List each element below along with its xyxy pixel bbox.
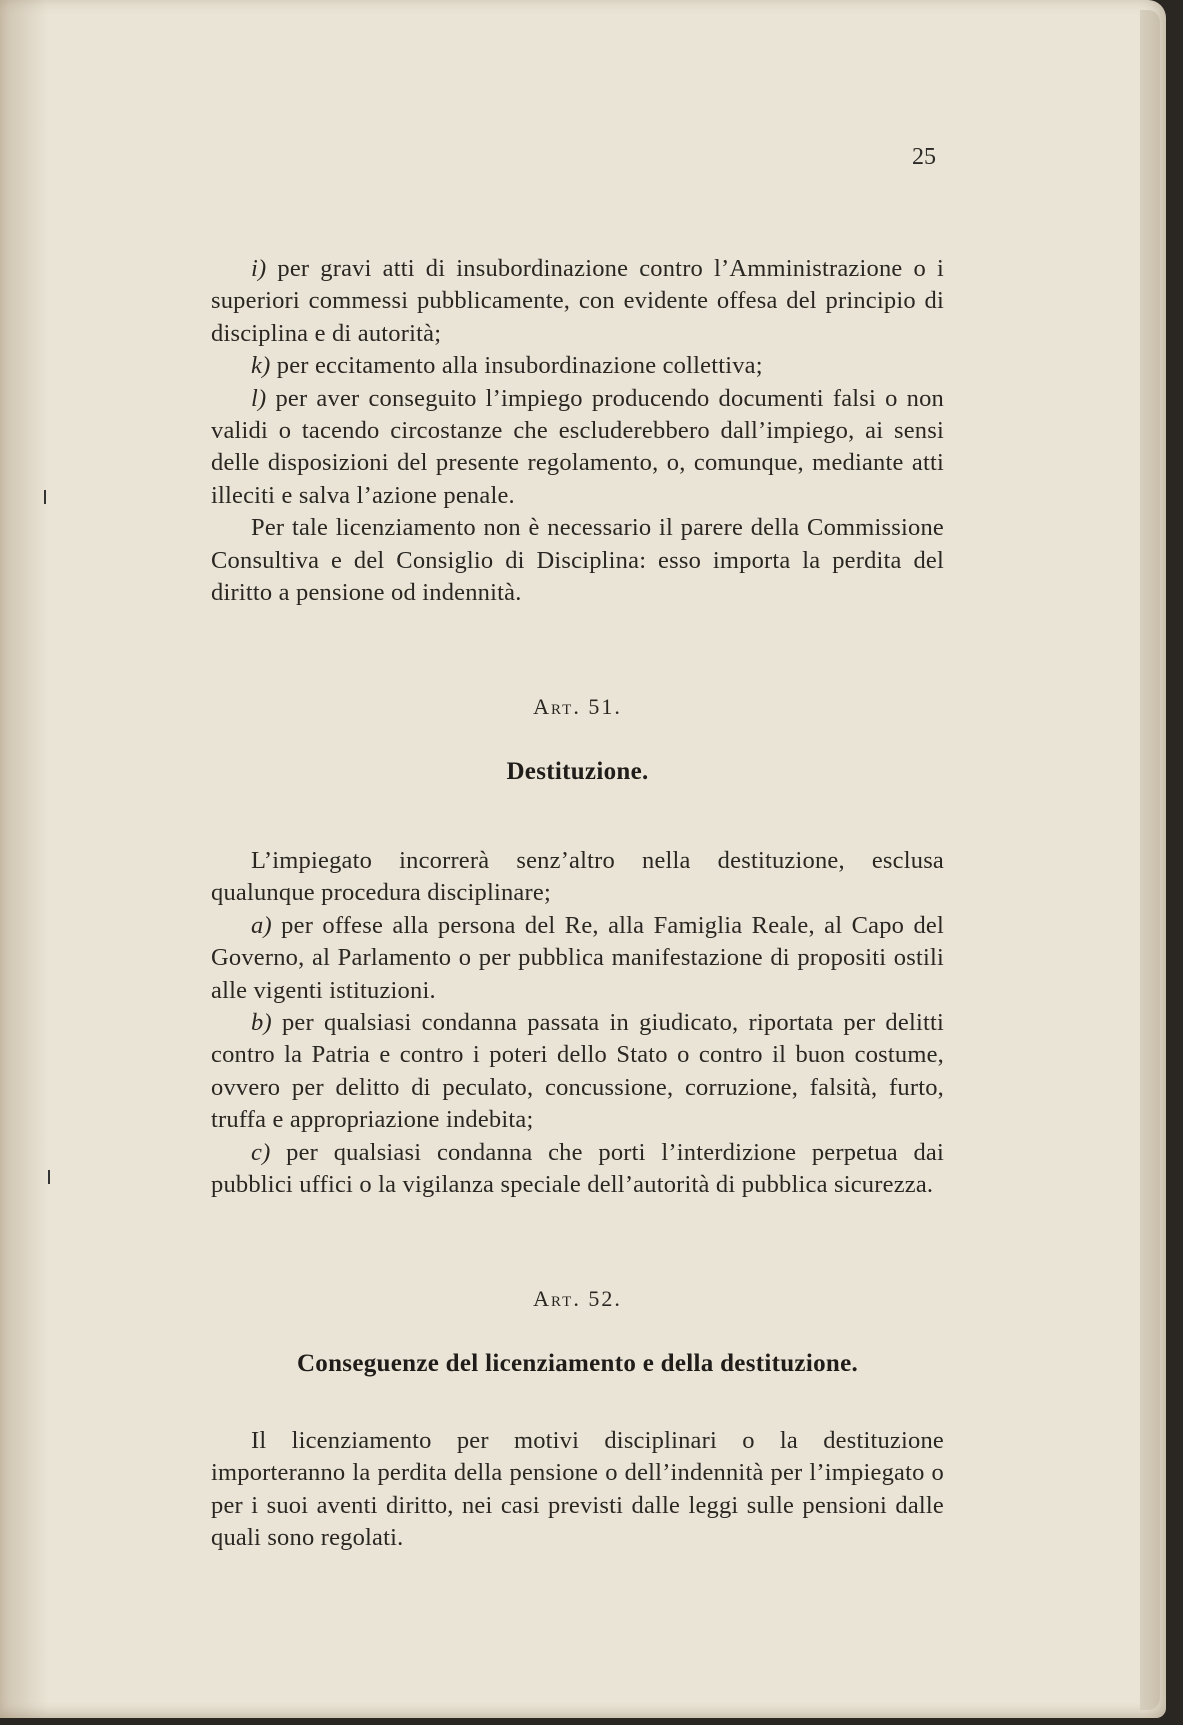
list-item: [211, 383, 944, 513]
item-letter: b): [251, 1009, 272, 1037]
text-block-conseguenze: [211, 1425, 944, 1555]
list-item: [211, 350, 944, 382]
body-paragraph: Il licenziamento per motivi disciplinari o la destituzione importeranno la perdita della pensione o dell’indennità per l’impiegato o per i suoi aventi diritto, nei casi previsti dalle leggi sulle pensioni dalle quali sono regolati.: [211, 1427, 944, 1552]
list-item: [211, 1007, 944, 1137]
text-block-licenziamento: [211, 253, 944, 609]
article-label: Art. 51.: [533, 694, 622, 719]
item-letter: k): [251, 352, 271, 380]
item-text: per aver conseguito l’impiego producendo documenti falsi o non validi o tacendo circostanze che escluderebbero dall’impiego, ai sensi delle disposizioni del presente regolamento, o, comunque, mediante atti illeciti e salva l’azione penale.: [211, 384, 944, 509]
margin-mark: [48, 1170, 50, 1184]
item-text: per qualsiasi condanna che porti l’interdizione perpetua dai pubblici uffici o la vigilanza speciale dell’autorità di pubblica sicurezza.: [211, 1138, 944, 1199]
list-item: [211, 1137, 944, 1202]
item-letter: l): [251, 384, 267, 412]
margin-mark: [44, 490, 46, 504]
article-label: Art. 52.: [533, 1286, 622, 1311]
article-title: Conseguenze del licenziamento e della destituzione.: [296, 1350, 859, 1377]
item-text: per offese alla persona del Re, alla Famiglia Reale, al Capo del Governo, al Parlamento o per pubblica manifestazione di propositi ostili alle vigenti istituzioni.: [211, 911, 944, 1004]
intro-paragraph: L’impiegato incorrerà senz’altro nella destituzione, esclusa qualunque procedura disciplinare;: [211, 847, 944, 907]
list-item: [211, 910, 944, 1007]
item-text: per qualsiasi condanna passata in giudicato, riportata per delitti contro la Patria e contro i poteri dello Stato o contro il buon costume, ovvero per delitto di peculato, concussione, corruzione, falsità, furto, truffa e appropriazione indebita;: [211, 1009, 944, 1134]
item-letter: c): [251, 1138, 271, 1166]
article-title: Destituzione.: [506, 758, 649, 785]
page-number: 25: [912, 144, 936, 170]
item-letter: a): [251, 911, 272, 939]
item-letter: i): [251, 255, 267, 282]
text-block-destituzione: [211, 845, 944, 1201]
list-item: [211, 253, 944, 350]
closing-paragraph: Per tale licenziamento non è necessario il parere della Commissione Consultiva e del Consiglio di Disciplina: esso importa la perdita del diritto a pensione od indennità.: [211, 514, 944, 607]
page-edge: [1140, 10, 1160, 1710]
item-text: per eccitamento alla insubordinazione collettiva;: [270, 352, 763, 380]
item-text: per gravi atti di insubordinazione contro l’Amministrazione o i superiori commessi pubblicamente, con evidente offesa del principio di disciplina e di autorità;: [211, 255, 944, 347]
